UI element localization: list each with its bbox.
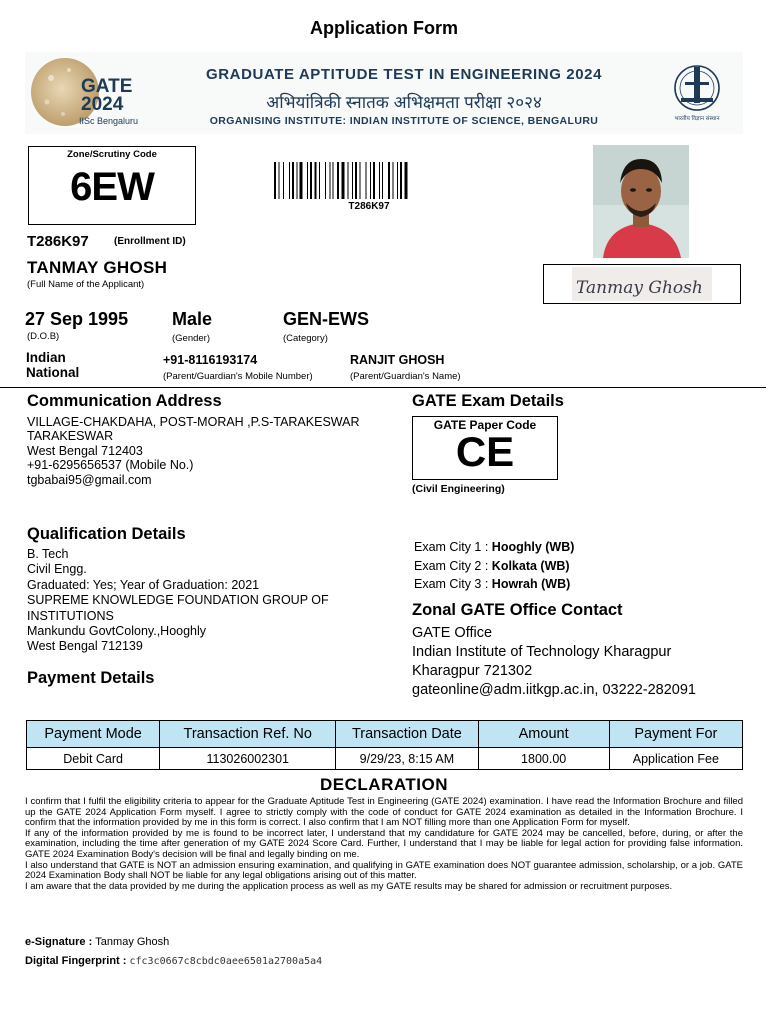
iisc-emblem-icon — [663, 58, 731, 126]
applicant-name: TANMAY GHOSH — [27, 258, 168, 277]
e-signature-label: e-Signature : — [25, 936, 96, 948]
nationality-line1: Indian — [26, 350, 66, 365]
signature-box — [543, 264, 741, 304]
qualification-line: Mankundu GovtColony.,Hooghly — [27, 624, 207, 639]
header-organiser: ORGANISING INSTITUTE: INDIAN INSTITUTE OF SCIENCE, BENGALURU — [209, 115, 599, 127]
svg-text:IISc Bengaluru: IISc Bengaluru — [79, 116, 139, 126]
table-cell: Debit Card — [27, 748, 160, 770]
signature-image — [544, 265, 740, 303]
communication-address — [27, 415, 397, 487]
section-divider — [0, 387, 766, 388]
applicant-photo — [593, 145, 689, 258]
column-header: Transaction Date — [336, 721, 478, 748]
declaration-paragraph: I also understand that GATE is NOT an admission ensuring examination, and qualifying in GATE examination does NOT guarantee admission, scholarship, or a job. GATE 2024 Examination Body shall NOT be liable for any legal obligations arising out of this matter. — [25, 859, 743, 882]
svg-text:GATE: GATE — [81, 76, 133, 97]
paper-name: (Civil Engineering) — [412, 483, 505, 495]
zonal-contact: gateonline@adm.iitkgp.ac.in, 03222-282091 — [412, 682, 696, 698]
svg-text:Tanmay Ghosh: Tanmay Ghosh — [576, 278, 703, 298]
gender-value: Male — [172, 309, 213, 329]
qualification-line: SUPREME KNOWLEDGE FOUNDATION GROUP OF INSTITUTIONS — [27, 593, 329, 623]
exam-city-3: Exam City 3 : Howrah (WB) — [414, 577, 571, 591]
qualification-line: Graduated: Yes; Year of Graduation: 2021 — [27, 577, 260, 592]
nationality — [26, 350, 116, 380]
guardian-name: RANJIT GHOSH — [350, 353, 445, 367]
column-header: Payment Mode — [27, 721, 160, 748]
address-line: VILLAGE-CHAKDAHA, POST-MORAH ,P.S-TARAKESWAR — [27, 415, 360, 429]
qualification-details — [27, 547, 397, 655]
column-header: Transaction Ref. No — [160, 721, 336, 748]
guardian-name-label: (Parent/Guardian's Name) — [350, 371, 461, 382]
exam-city-1: Exam City 1 : Hooghly (WB) — [414, 540, 575, 554]
exam-details-heading: GATE Exam Details — [412, 392, 564, 410]
zonal-line: GATE Office — [412, 625, 493, 641]
zonal-office-heading: Zonal GATE Office Contact — [412, 601, 623, 619]
form-title: Application Form — [310, 18, 458, 38]
address-line: West Bengal 712403 — [27, 443, 143, 458]
column-header: Payment For — [609, 721, 742, 748]
exam-city-2: Exam City 2 : Kolkata (WB) — [414, 558, 570, 573]
guardian-mobile: +91-8116193174 — [163, 353, 258, 367]
communication-heading: Communication Address — [27, 392, 222, 410]
e-signature-value: Tanmay Ghosh — [95, 936, 170, 948]
table-cell: 113026002301 — [160, 748, 336, 770]
svg-text:भारतीय विज्ञान संस्थान: भारतीय विज्ञान संस्थान — [674, 116, 720, 122]
paper-code-box — [412, 416, 558, 480]
declaration-paragraph: I confirm that I fulfil the eligibility criteria to appear for the Graduate Aptitude Test in Engineering (GATE 2024) examination. I have read the Information Brochure and filled up the GATE 2024 Application Form myself. I agree to strictly comply with the code of conduct for GATE 2024 examination as detailed in the Information Brochure. I confirm that the information provided by me in this form is correct. I also confirm that I am NOT filling more than one Application Form for myself. — [25, 796, 743, 829]
digital-fingerprint — [25, 955, 322, 967]
dob-label: (D.O.B) — [27, 331, 60, 342]
header-title-en: GRADUATE APTITUDE TEST IN ENGINEERING 2024 — [205, 66, 603, 83]
applicant-name-label: (Full Name of the Applicant) — [27, 279, 145, 290]
qualification-line: West Bengal 712139 — [27, 639, 143, 654]
gate-2024-logo — [29, 52, 144, 132]
zone-label: Zone/Scrutiny Code — [67, 149, 157, 160]
declaration-paragraph: I am aware that the data provided by me during the application process as well as my GATE results may be shared for admission or recruitment purposes. — [25, 880, 673, 892]
svg-text:2024: 2024 — [81, 94, 124, 115]
qualification-heading: Qualification Details — [27, 525, 186, 543]
paper-code-label: GATE Paper Code — [433, 418, 537, 432]
gender-label: (Gender) — [172, 333, 211, 344]
table-cell: Application Fee — [609, 748, 742, 770]
zone-code: 6EW — [70, 165, 154, 209]
table-cell: 9/29/23, 8:15 AM — [336, 748, 478, 770]
barcode — [274, 162, 454, 199]
table-cell: 1800.00 — [478, 748, 609, 770]
dob-value: 27 Sep 1995 — [25, 309, 129, 329]
zonal-line: Indian Institute of Technology Kharagpur — [412, 644, 672, 660]
e-signature — [25, 936, 169, 948]
declaration-paragraph: If any of the information provided by me is found to be incorrect later, I understand that my candidature for GATE 2024 may be cancelled, before, during, or after the examination, including the time after generation of my GATE 2024 Score Card. Further, I understand that I may be liable for legal action for providing false information. GATE 2024 Examination Body's decision will be final and legally binding on me. — [25, 827, 743, 860]
header-title-hi: अभियांत्रिकी स्नातक अभिक्षमता परीक्षा २०२४ — [266, 93, 542, 112]
declaration-heading: DECLARATION — [320, 775, 448, 794]
enrollment-label: (Enrollment ID) — [114, 236, 186, 247]
payment-table-header — [27, 721, 743, 748]
category-value: GEN-EWS — [283, 309, 370, 329]
column-header: Amount — [478, 721, 609, 748]
digital-fingerprint-label: Digital Fingerprint : — [25, 955, 130, 967]
zone-scrutiny-box — [28, 146, 196, 225]
exam-cities — [414, 538, 574, 594]
payment-heading: Payment Details — [27, 669, 155, 687]
zonal-office-contact — [412, 624, 696, 700]
declaration-text — [25, 797, 743, 892]
payment-table — [26, 720, 743, 770]
qualification-line: Civil Engg. — [27, 562, 87, 577]
zonal-line: Kharagpur 721302 — [412, 663, 533, 679]
qualification-line: B. Tech — [27, 547, 69, 561]
paper-code: CE — [455, 428, 515, 475]
address-email: tgbabai95@gmail.com — [27, 472, 152, 487]
digital-fingerprint-value: cfc3c0667c8cbdc0aee6501a2700a5a4 — [129, 956, 323, 967]
nationality-line2: National — [26, 365, 80, 380]
address-mobile: +91-6295656537 (Mobile No.) — [27, 458, 194, 473]
guardian-mobile-label: (Parent/Guardian's Mobile Number) — [163, 371, 313, 382]
table-row — [27, 748, 743, 770]
enrollment-id: T286K97 — [27, 233, 89, 250]
barcode-text: T286K97 — [348, 201, 390, 212]
category-label: (Category) — [283, 333, 328, 344]
address-line: TARAKESWAR — [27, 429, 114, 444]
